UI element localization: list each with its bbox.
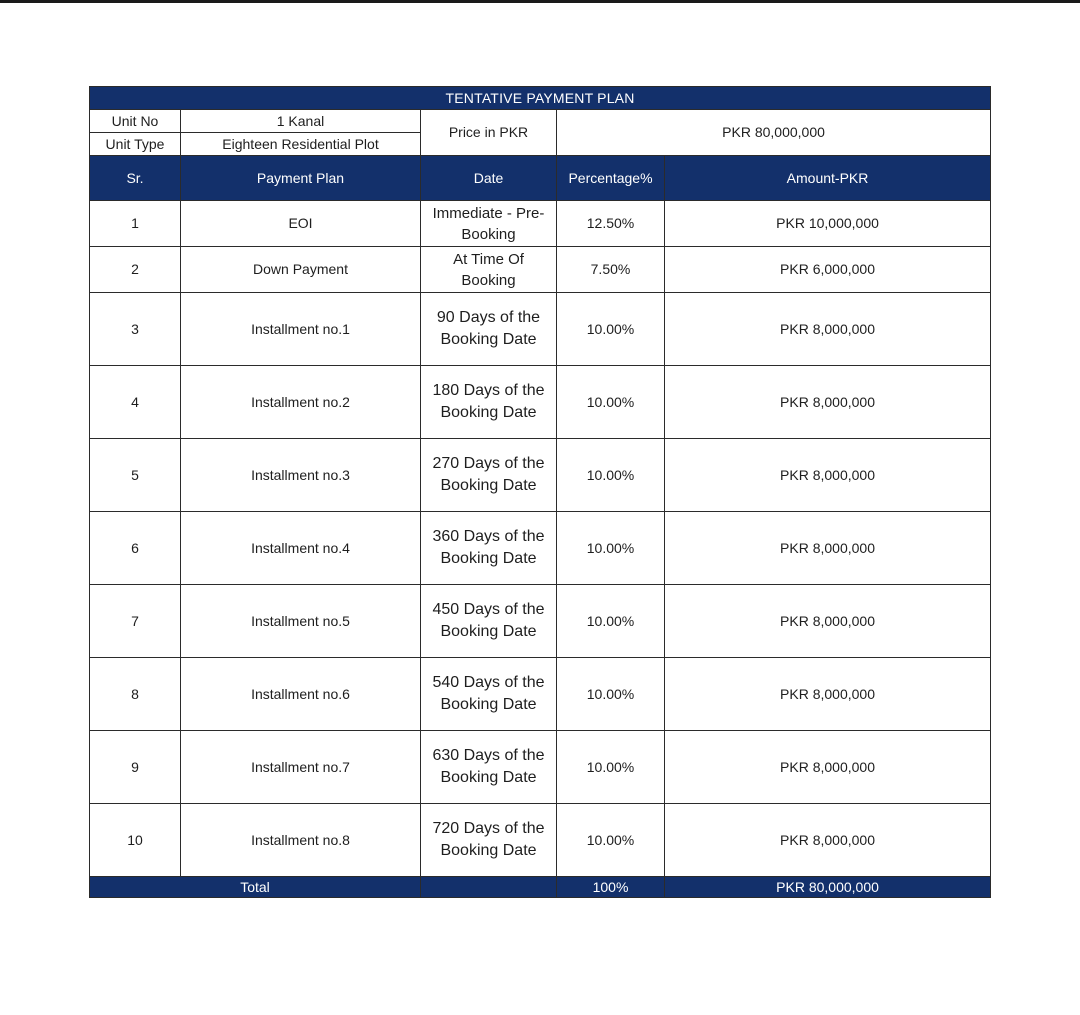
- unit-no-value: 1 Kanal: [181, 110, 421, 133]
- table-row: [90, 585, 991, 658]
- row-date: [421, 201, 557, 247]
- row-date: [421, 658, 557, 731]
- row-date-line1: 270 Days of the: [432, 454, 545, 472]
- row-sr: 3: [90, 293, 181, 366]
- header-amount: Amount-PKR: [665, 156, 991, 201]
- total-amount: PKR 80,000,000: [665, 877, 991, 898]
- row-date-line1: 450 Days of the: [432, 600, 545, 618]
- row-payment-plan: Installment no.2: [181, 366, 421, 439]
- row-amount: PKR 8,000,000: [665, 439, 991, 512]
- row-date: [421, 804, 557, 877]
- table-row: [90, 293, 991, 366]
- row-date-line1: Immediate - Pre-: [432, 204, 545, 222]
- row-date-line2: Booking: [461, 271, 516, 289]
- row-percentage: 10.00%: [557, 439, 665, 512]
- row-percentage: 10.00%: [557, 658, 665, 731]
- row-payment-plan: Installment no.3: [181, 439, 421, 512]
- unit-no-row: [90, 110, 991, 133]
- table-row: [90, 366, 991, 439]
- row-amount: PKR 8,000,000: [665, 293, 991, 366]
- title-row: [90, 87, 991, 110]
- row-date-line1: 540 Days of the: [432, 673, 545, 691]
- header-percentage: Percentage%: [557, 156, 665, 201]
- row-date-line2: Booking: [461, 225, 516, 243]
- row-amount: PKR 10,000,000: [665, 201, 991, 247]
- unit-type-value: Eighteen Residential Plot: [181, 133, 421, 156]
- payment-plan-table: [89, 86, 991, 898]
- row-date: [421, 366, 557, 439]
- table-row: [90, 201, 991, 247]
- row-date: [421, 585, 557, 658]
- table-title: TENTATIVE PAYMENT PLAN: [90, 87, 991, 110]
- header-payment-plan: Payment Plan: [181, 156, 421, 201]
- row-date-line2: Booking Date: [440, 623, 537, 640]
- row-percentage: 12.50%: [557, 201, 665, 247]
- row-date-line2: Booking Date: [440, 404, 537, 421]
- row-sr: 7: [90, 585, 181, 658]
- unit-type-label: Unit Type: [90, 133, 181, 156]
- row-sr: 9: [90, 731, 181, 804]
- row-amount: PKR 8,000,000: [665, 804, 991, 877]
- row-payment-plan: Installment no.7: [181, 731, 421, 804]
- row-sr: 6: [90, 512, 181, 585]
- header-date: Date: [421, 156, 557, 201]
- row-percentage: 10.00%: [557, 512, 665, 585]
- row-date-line2: Booking Date: [440, 769, 537, 786]
- row-date-line1: 90 Days of the: [436, 308, 541, 326]
- table-row: [90, 804, 991, 877]
- row-date-line1: At Time Of: [453, 250, 524, 268]
- row-payment-plan: Installment no.5: [181, 585, 421, 658]
- row-sr: 8: [90, 658, 181, 731]
- row-payment-plan: Installment no.6: [181, 658, 421, 731]
- table-row: [90, 731, 991, 804]
- row-sr: 10: [90, 804, 181, 877]
- row-sr: 1: [90, 201, 181, 247]
- row-amount: PKR 8,000,000: [665, 512, 991, 585]
- row-percentage: 10.00%: [557, 585, 665, 658]
- table-row: [90, 658, 991, 731]
- row-amount: PKR 8,000,000: [665, 585, 991, 658]
- row-sr: 5: [90, 439, 181, 512]
- row-sr: 2: [90, 247, 181, 293]
- header-sr: Sr.: [90, 156, 181, 201]
- row-date-line2: Booking Date: [440, 477, 537, 494]
- row-payment-plan: Down Payment: [181, 247, 421, 293]
- row-percentage: 7.50%: [557, 247, 665, 293]
- row-percentage: 10.00%: [557, 366, 665, 439]
- table-row: [90, 439, 991, 512]
- row-date-line1: 720 Days of the: [432, 819, 545, 837]
- row-date: [421, 439, 557, 512]
- row-sr: 4: [90, 366, 181, 439]
- total-date-blank: [421, 877, 557, 898]
- unit-no-label: Unit No: [90, 110, 181, 133]
- row-payment-plan: Installment no.4: [181, 512, 421, 585]
- row-payment-plan: EOI: [181, 201, 421, 247]
- row-payment-plan: Installment no.8: [181, 804, 421, 877]
- table-row: [90, 512, 991, 585]
- row-amount: PKR 6,000,000: [665, 247, 991, 293]
- row-date-line2: Booking Date: [440, 696, 537, 713]
- row-amount: PKR 8,000,000: [665, 731, 991, 804]
- row-amount: PKR 8,000,000: [665, 366, 991, 439]
- top-border-line: [0, 0, 1080, 3]
- payment-plan-sheet: [89, 86, 990, 898]
- total-row: [90, 877, 991, 898]
- row-date-line1: 360 Days of the: [432, 527, 545, 545]
- row-date-line1: 630 Days of the: [432, 746, 545, 764]
- row-date: [421, 731, 557, 804]
- row-percentage: 10.00%: [557, 804, 665, 877]
- row-percentage: 10.00%: [557, 731, 665, 804]
- row-date: [421, 512, 557, 585]
- column-header-row: [90, 156, 991, 201]
- row-amount: PKR 8,000,000: [665, 658, 991, 731]
- row-date: [421, 247, 557, 293]
- row-percentage: 10.00%: [557, 293, 665, 366]
- row-date-line1: 180 Days of the: [432, 381, 545, 399]
- row-date: [421, 293, 557, 366]
- total-percentage: 100%: [557, 877, 665, 898]
- price-value: PKR 80,000,000: [557, 110, 991, 156]
- row-date-line2: Booking Date: [440, 331, 537, 348]
- total-label: Total: [90, 877, 421, 898]
- table-row: [90, 247, 991, 293]
- row-date-line2: Booking Date: [440, 842, 537, 859]
- price-label: Price in PKR: [421, 110, 557, 156]
- row-payment-plan: Installment no.1: [181, 293, 421, 366]
- row-date-line2: Booking Date: [440, 550, 537, 567]
